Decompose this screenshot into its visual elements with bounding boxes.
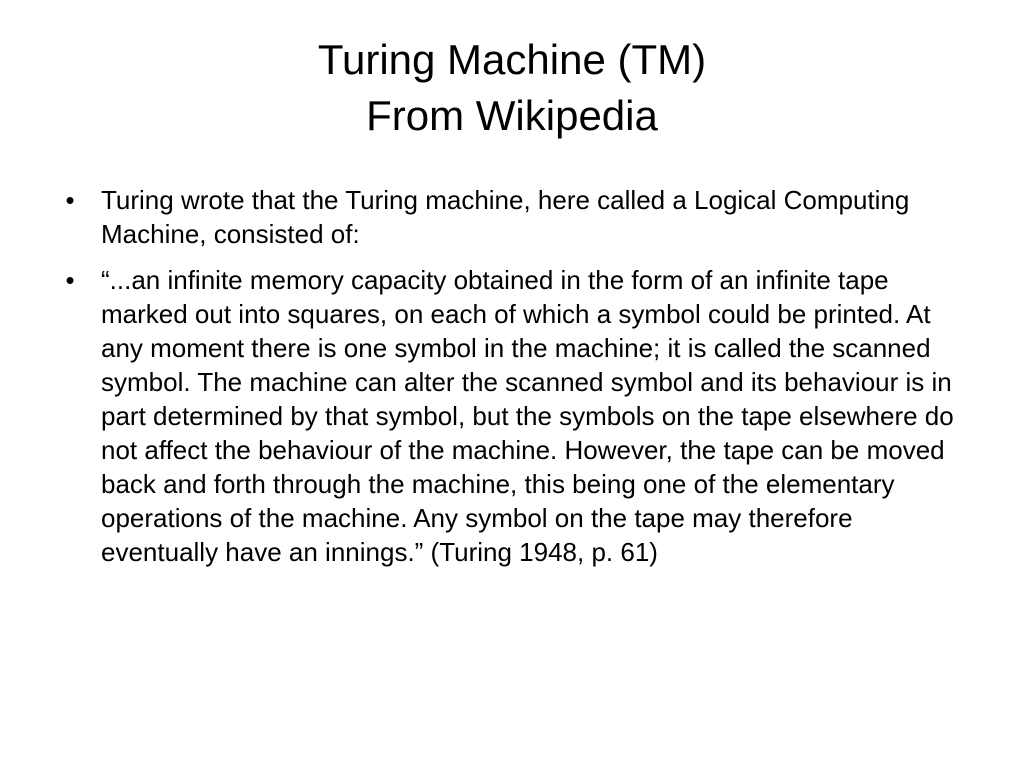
- slide-title: [52, 32, 972, 144]
- bullet-item: [60, 183, 975, 251]
- bullet-list: [60, 183, 975, 581]
- bullet-text: Turing wrote that the Turing machine, here called a Logical Computing Machine, consisted of:: [101, 185, 910, 249]
- bullet-icon: •: [65, 265, 75, 295]
- bullet-item: [60, 263, 975, 569]
- title-line-1: Turing Machine (TM): [317, 36, 707, 83]
- title-line-2: From Wikipedia: [366, 92, 658, 139]
- bullet-icon: •: [65, 185, 75, 215]
- bullet-text: “...an infinite memory capacity obtained in the form of an infinite tape marked out into squares, on each of which a symbol could be printed. At any moment there is one symbol in the machine; it is called the scanned symbol. The machine can alter the scanned symbol and its behaviour is in part determined by that symbol, but the symbols on the tape elsewhere do not affect the behaviour of the machine. However, the tape can be moved back and forth through the machine, this being one of the elementary operations of the machine. Any symbol on the tape may therefore eventually have an innings.” (Turing 1948, p. 61): [101, 265, 954, 567]
